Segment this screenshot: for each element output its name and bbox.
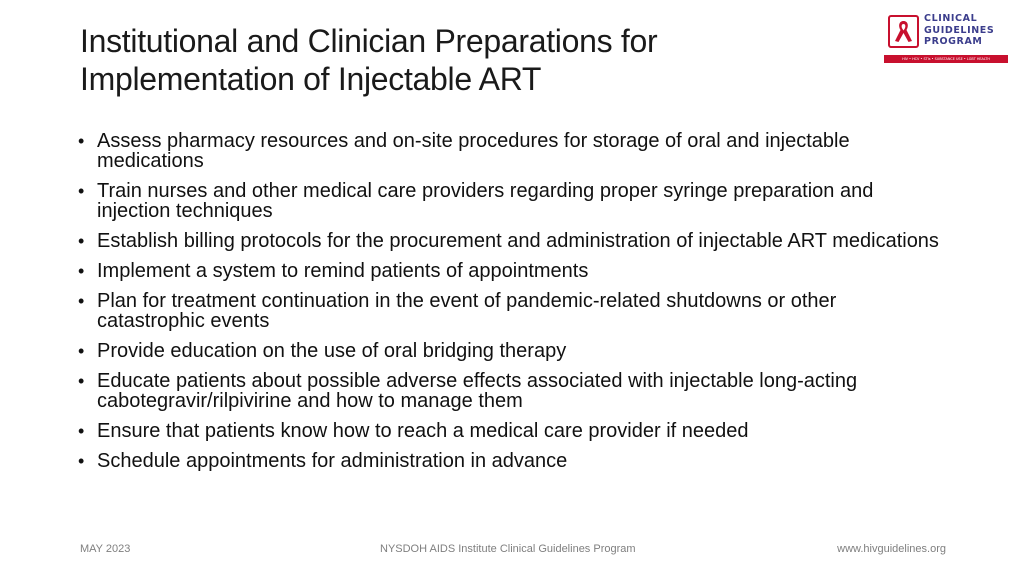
bullet-dot-icon: • [78,451,85,471]
footer-date: MAY 2023 [80,543,131,555]
bullet-item [78,181,948,221]
bullet-item [78,341,948,361]
ribbon-icon [890,17,917,46]
bullet-dot-icon: • [78,181,85,201]
footer-website: www.hivguidelines.org [837,543,946,555]
bullet-item [78,131,948,171]
bullet-item [78,231,948,251]
bullet-text: Educate patients about possible adverse effects associated with injectable long-acting cabotegravir/rilpivirine and how to manage them [97,370,858,412]
bullet-item [78,291,948,331]
bullet-item [78,451,948,471]
bullet-dot-icon: • [78,291,85,311]
logo-tagline: HIV • HCV • STIs • SUBSTANCE USE • LGBT HEALTH [884,55,1008,63]
bullet-text: Plan for treatment continuation in the event of pandemic-related shutdowns or other catastrophic events [97,290,837,332]
bullet-item [78,371,948,411]
bullet-text: Assess pharmacy resources and on-site procedures for storage of oral and injectable medications [97,130,850,172]
slide-title-line-1: Institutional and Clinician Preparations for [80,23,658,59]
logo-line-3: PROGRAM [924,36,983,47]
bullet-text: Train nurses and other medical care providers regarding proper syringe preparation and injection techniques [97,180,874,222]
logo-wordmark [924,13,994,48]
bullet-text: Ensure that patients know how to reach a medical care provider if needed [97,420,749,442]
bullet-dot-icon: • [78,341,85,361]
bullet-item [78,261,948,281]
bullet-dot-icon: • [78,371,85,391]
bullet-list [78,131,948,481]
bullet-text: Implement a system to remind patients of appointments [97,260,589,282]
bullet-dot-icon: • [78,131,85,151]
slide-title-line-2: Implementation of Injectable ART [80,61,542,97]
bullet-dot-icon: • [78,421,85,441]
logo-line-2: GUIDELINES [924,24,995,36]
bullet-text: Provide education on the use of oral bridging therapy [97,340,567,362]
clinical-guidelines-program-logo [884,13,1008,65]
logo-box [888,15,919,48]
bullet-dot-icon: • [78,231,85,251]
bullet-text: Schedule appointments for administration in advance [97,450,568,472]
slide-title [80,22,860,98]
logo-line-1: CLINICAL [924,13,978,24]
bullet-text: Establish billing protocols for the procurement and administration of injectable ART medications [97,230,939,252]
bullet-dot-icon: • [78,261,85,281]
bullet-item [78,421,948,441]
footer-organization: NYSDOH AIDS Institute Clinical Guidelines Program [380,543,636,555]
